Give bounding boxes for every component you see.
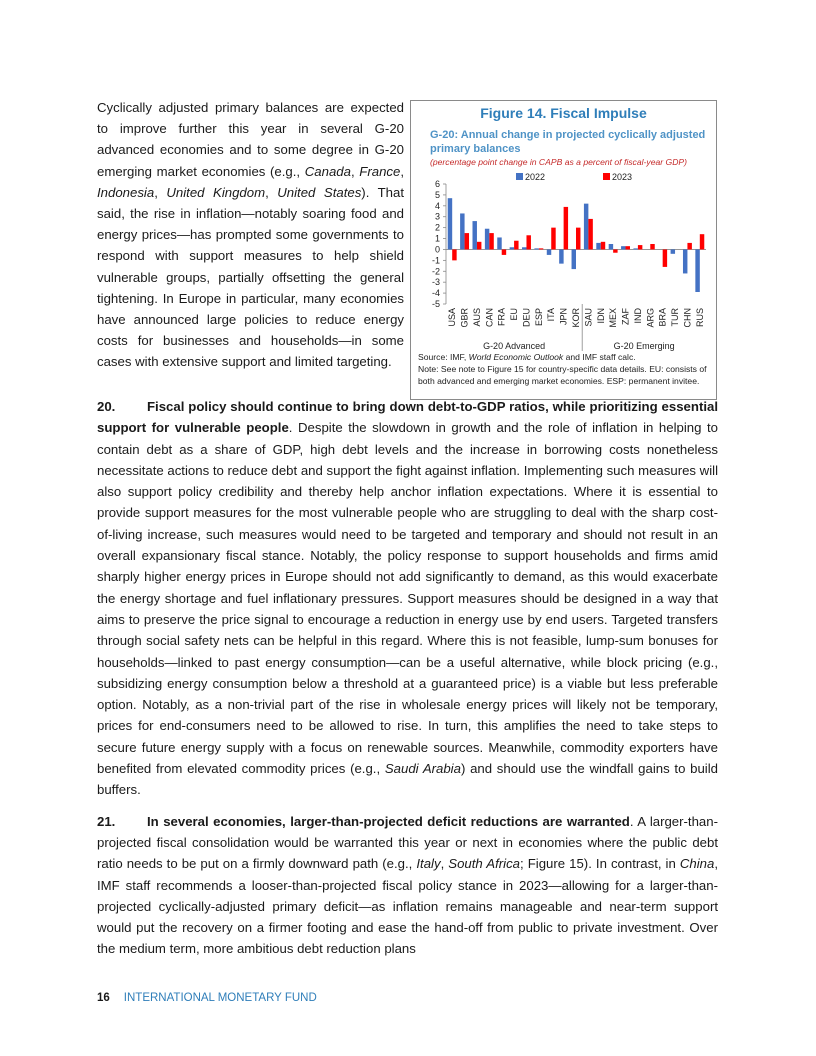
- legend-swatch: [603, 173, 610, 180]
- bar-2023-fra: [502, 249, 506, 254]
- bar-2023-rus: [700, 234, 704, 249]
- x-tick-label: ITA: [546, 308, 557, 322]
- bar-2022-can: [485, 229, 489, 250]
- bar-2022-gbr: [460, 213, 464, 249]
- x-tick-label: IDN: [595, 308, 606, 324]
- x-tick-label: FRA: [496, 308, 507, 326]
- figure-14-box: [410, 100, 717, 400]
- bar-2022-fra: [497, 237, 501, 249]
- country-italic: South Africa: [448, 856, 521, 872]
- y-tick-label: -4: [431, 288, 440, 299]
- bar-2023-esp: [539, 248, 543, 249]
- bar-2022-mex: [609, 244, 613, 249]
- country-italic: China: [679, 856, 715, 872]
- paragraph-heading: Fiscal policy should continue to bring down debt-to-GDP ratios, while prioritizing essential support for vulnerable people: [97, 399, 718, 436]
- bar-2023-eu: [514, 241, 518, 250]
- figure-note: Note: See note to Figure 15 for country-specific data details. EU: consists of both advanced and emerging market economies. ESP: permanent invitee.: [418, 364, 707, 386]
- bar-2023-usa: [452, 249, 456, 260]
- paragraph-text: ,: [440, 856, 449, 872]
- intro-text: Cyclically adjusted primary balances are expected to improve further this year in several G-20 advanced economies and to some degree in G-20 emerging market economies (e.g.,: [97, 100, 404, 179]
- bar-2023-gbr: [465, 233, 469, 249]
- country-italic: France: [359, 163, 401, 179]
- x-tick-label: AUS: [471, 308, 482, 327]
- paragraph-number: 20.: [97, 399, 116, 414]
- bar-2022-ita: [547, 249, 551, 254]
- country-italic: United States: [277, 184, 362, 200]
- paragraph-20: [97, 396, 718, 801]
- country-italic: Indonesia: [97, 184, 155, 200]
- bar-2022-zaf: [621, 246, 625, 249]
- y-tick-label: 2: [434, 222, 440, 233]
- x-tick-label: ARG: [645, 308, 656, 328]
- bar-2023-deu: [526, 235, 530, 249]
- legend-label: 2023: [612, 172, 633, 182]
- y-tick-label: 3: [434, 211, 440, 222]
- bar-2022-idn: [596, 243, 600, 250]
- paragraph-heading: In several economies, larger-than-projected deficit reductions are warranted: [147, 813, 630, 829]
- bar-2022-esp: [534, 248, 538, 249]
- y-tick-label: -1: [431, 255, 440, 266]
- intro-text: ,: [350, 163, 360, 179]
- intro-text: ,: [265, 184, 278, 200]
- x-tick-label: KOR: [571, 308, 581, 328]
- bar-2023-ind: [638, 245, 642, 249]
- y-tick-label: 0: [434, 244, 440, 255]
- source-publication: World Economic Outlook: [468, 352, 564, 362]
- bar-2023-kor: [576, 228, 580, 250]
- bar-2022-jpn: [559, 249, 563, 263]
- bar-2023-zaf: [626, 246, 630, 249]
- country-italic: Saudi Arabia: [384, 761, 461, 777]
- publisher-name: INTERNATIONAL MONETARY FUND: [123, 992, 317, 1004]
- y-tick-label: -3: [431, 277, 440, 288]
- x-tick-label: DEU: [521, 308, 532, 328]
- legend-swatch: [516, 173, 523, 180]
- body-text: [97, 396, 718, 960]
- page-number: 16: [97, 992, 110, 1004]
- country-italic: Canada: [304, 163, 351, 179]
- x-tick-label: BRA: [657, 308, 668, 327]
- paragraph-21: [97, 811, 718, 960]
- intro-paragraph: [97, 97, 404, 373]
- x-tick-label: TUR: [670, 308, 681, 327]
- bar-2023-chn: [687, 243, 691, 250]
- bar-2023-can: [489, 233, 493, 249]
- bar-2022-usa: [448, 198, 452, 249]
- x-tick-label: MEX: [608, 308, 619, 328]
- x-tick-label: USA: [447, 308, 458, 327]
- group-label: G-20 Advanced: [483, 341, 546, 351]
- x-tick-label: ZAF: [620, 308, 631, 325]
- bar-2023-sau: [588, 219, 592, 250]
- bar-2023-arg: [650, 244, 654, 249]
- paragraph-text: ; Figure 15). In contrast, in: [520, 856, 680, 872]
- x-tick-label: RUS: [694, 308, 705, 328]
- x-tick-label: SAU: [583, 308, 594, 327]
- paragraph-text: . Despite the slowdown in growth and the role of inflation in helping to contain debt as a share of GDP, high debt levels and the increase in borrowing costs nonetheless necessitate actions to reduce debt and support the fight against inflation. Implementing such measures will also support policy credibility and thereby help anchor inflation expectations. Where it is essential to provide support measures for the most vulnerable people who are struggling to deal with the sharp cost-of-living increase, such measures would need to be targeted and temporary and should not result in an overall expansionary fiscal stance. Notably, the policy response to support households and firms amid sharply higher energy prices in Europe should not add significantly to demand, as this would exacerbate the energy shortage and fuel inflationary pressures. Support measures should be designed in a way that aims to preserve the price signal to encourage a reduction in energy use by end users. Targeted transfers through social safety nets can be helpful in this regard. Where this is not feasible, lump-sum bonuses for households—linked to past energy consumption—can be a useful alternative, while block pricing (e.g., subsidizing energy consumption below a threshold at a guaranteed price) is a viable but less preferable option. Notably, as a non-trivial part of the rise in wholesale energy prices will likely not be temporary, prices for end-consumers need to be allowed to rise. In turn, this amplifies the need to take steps to secure future energy supply with a focus on renewable sources. Meanwhile, commodity exporters have benefited from elevated commodity prices (e.g.,: [97, 420, 718, 777]
- x-tick-label: EU: [509, 308, 520, 321]
- y-tick-label: 4: [434, 200, 440, 211]
- y-tick-label: 5: [434, 189, 440, 200]
- paragraph-text: , IMF staff recommends a looser-than-projected fiscal policy stance in 2023—allowing for a larger-than-projected cyclically-adjusted primary deficit—as inflation remains manageable and near-term support would put the recovery on a firmer footing and ease the hand-off from public to private investment. Over the medium term, more ambitious debt reduction plans: [97, 856, 719, 957]
- bar-2023-ita: [551, 228, 555, 250]
- bar-2023-mex: [613, 249, 617, 252]
- intro-text: ). That said, the rise in inflation—notably soaring food and energy prices—has prompted some governments to respond with support measures to help shield vulnerable groups, partially offsetting the general tightening. In Europe in particular, many economies have announced large policies to reduce energy costs for businesses and households—in some cases with extensive support and limited targeting.: [97, 184, 405, 370]
- bar-2022-eu: [510, 247, 514, 249]
- bar-2022-kor: [572, 249, 576, 269]
- intro-text: ,: [400, 163, 404, 179]
- bar-2023-aus: [477, 242, 481, 250]
- x-tick-label: CAN: [484, 308, 495, 328]
- legend-label: 2022: [525, 172, 546, 182]
- bar-2022-chn: [683, 249, 687, 273]
- figure-unit-note: (percentage point change in CAPB as a percent of fiscal-year GDP): [430, 157, 687, 167]
- intro-text: ,: [154, 184, 167, 200]
- bar-2022-sau: [584, 204, 588, 250]
- x-tick-label: IND: [632, 308, 643, 324]
- y-tick-label: 1: [434, 233, 440, 244]
- figure-source: [418, 351, 712, 387]
- y-tick-label: -2: [431, 266, 440, 277]
- bar-2023-jpn: [564, 207, 568, 250]
- paragraph-number: 21.: [97, 813, 116, 829]
- page-footer: [97, 992, 317, 1004]
- bar-2022-rus: [695, 249, 699, 292]
- bar-2022-aus: [472, 221, 476, 249]
- figure-subtitle: G-20: Annual change in projected cyclically adjusted primary balances: [430, 129, 706, 155]
- x-tick-label: CHN: [682, 308, 693, 328]
- bar-2022-ind: [633, 248, 637, 249]
- paragraph-text: ) and should use the windfall gains to build buffers.: [97, 761, 718, 798]
- bar-2023-bra: [663, 249, 667, 266]
- figure-title: Figure 14. Fiscal Impulse: [480, 105, 647, 121]
- paragraph-text: . A larger-than-projected fiscal consolidation would be warranted this year or next in economies where the public debt ratio needs to be put on a firmly downward path (e.g.,: [97, 813, 718, 872]
- fiscal-impulse-chart: [411, 167, 716, 351]
- y-tick-label: -5: [431, 299, 440, 309]
- y-tick-label: 6: [434, 179, 440, 189]
- bar-2023-idn: [601, 242, 605, 250]
- country-italic: Italy: [416, 856, 441, 872]
- x-tick-label: JPN: [558, 308, 569, 326]
- source-text: and IMF staff calc.: [563, 352, 636, 362]
- bar-2022-deu: [522, 247, 526, 249]
- country-italic: United Kingdom: [166, 184, 266, 200]
- x-tick-label: GBR: [459, 308, 470, 328]
- bar-2022-tur: [671, 249, 675, 253]
- x-tick-label: ESP: [533, 308, 544, 327]
- source-text: Source: IMF,: [418, 352, 469, 362]
- group-label: G-20 Emerging: [613, 341, 675, 351]
